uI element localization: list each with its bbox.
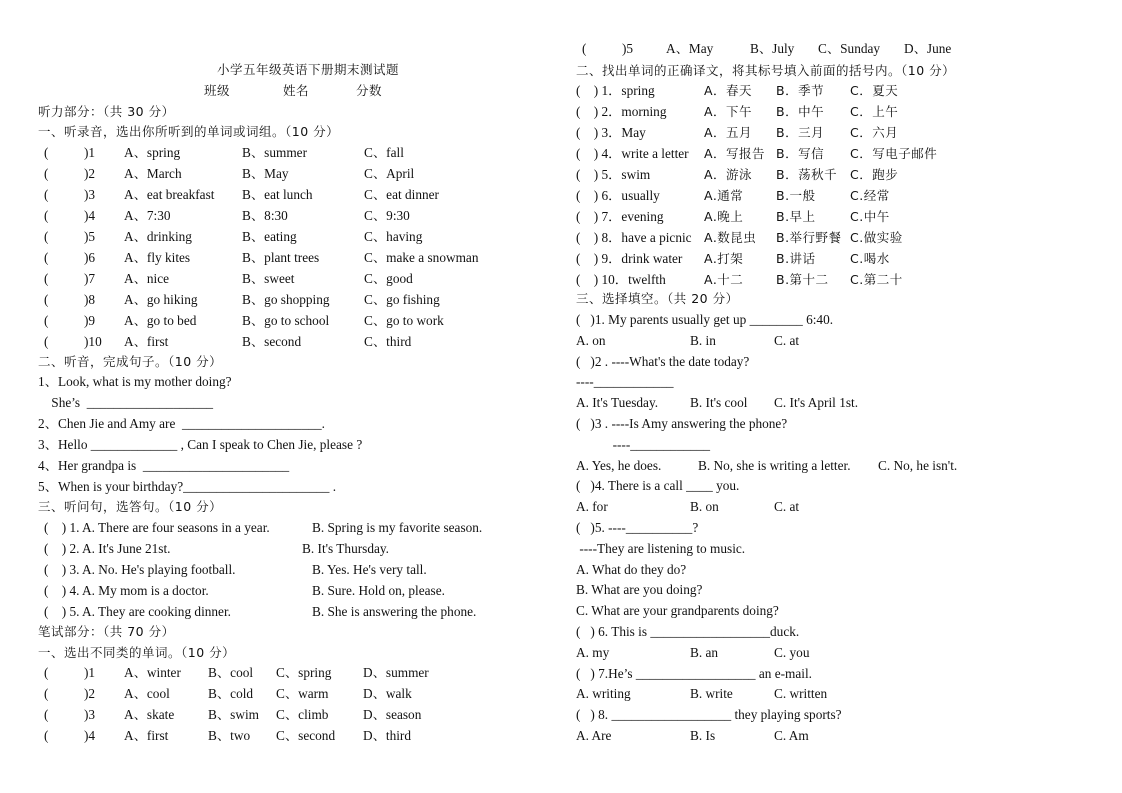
option-c: C、Sunday (818, 41, 881, 56)
word-item: ( ) 3．May (576, 125, 646, 140)
answer-bracket: ( (44, 707, 49, 722)
option-c: C、good (364, 271, 413, 286)
question-number: )4 (84, 208, 96, 223)
option-b: B、swim (208, 707, 259, 722)
option-b: B、summer (242, 145, 308, 160)
question-number: )5 (622, 41, 634, 56)
option-a: A、eat breakfast (124, 187, 215, 202)
answer-bracket: ( (44, 187, 49, 202)
option-a: A、first (124, 334, 169, 349)
option-b: B、8:30 (242, 208, 288, 223)
option-c: C、spring (276, 665, 332, 680)
answer-bracket: ( (44, 686, 49, 701)
option-a: A.打架 (704, 251, 744, 266)
answer-bracket: ( (44, 208, 49, 223)
option-c: C. at (774, 499, 800, 515)
option-c: C、9:30 (364, 208, 410, 223)
fill-sentence: 5、When is your birthday?______________________ . (38, 479, 337, 494)
option-b: B、July (750, 41, 795, 56)
option-b: B.举行野餐 (776, 230, 842, 245)
question-number: )3 (84, 707, 96, 722)
question-line: ( )1. My parents usually get up ________ 6:40. (576, 312, 834, 327)
answer-bracket: ( (44, 728, 49, 743)
question-number: )1 (84, 665, 96, 680)
option-b: B. It's cool (690, 395, 748, 411)
written2-title: 二、找出单词的正确译文，将其标号填入前面的括号内。（10 分） (576, 63, 956, 78)
word-item: ( ) 7．evening (576, 209, 664, 224)
answer-bracket: ( (44, 665, 49, 680)
option-a: A.数昆虫 (704, 230, 757, 245)
option-b: B．三月 (776, 125, 825, 140)
option-a: A. for (576, 499, 608, 515)
option-b: B. write (690, 686, 733, 702)
option-a: A．春天 (704, 83, 753, 98)
option-a: A．写报告 (704, 146, 766, 161)
section1-title: 一、听录音，选出你所听到的单词或词组。（10 分） (38, 124, 340, 139)
option-b: B、May (242, 166, 289, 181)
option-c: C．六月 (850, 125, 899, 140)
answer-bracket: ( (44, 250, 49, 265)
answer-bracket: ( (44, 334, 49, 349)
question-number: )4 (84, 728, 96, 743)
option-b: B. in (690, 332, 716, 348)
question-with-option-a: ( ) 1. A. There are four seasons in a year. (44, 520, 270, 535)
answer-bracket: ( (44, 292, 49, 307)
option-a: A、cool (124, 686, 170, 701)
option-b: B．荡秋千 (776, 167, 838, 182)
option-a: A. It's Tuesday. (576, 395, 659, 411)
question-line: C. What are your grandparents doing? (576, 603, 779, 619)
option-c: C. you (774, 644, 810, 660)
question-line: ----____________ (576, 374, 674, 390)
option-b: B.一般 (776, 188, 816, 203)
word-item: ( ) 8．have a picnic (576, 230, 692, 245)
option-c: C、fall (364, 145, 404, 160)
question-with-option-a: ( ) 4. A. My mom is a doctor. (44, 583, 209, 598)
option-b: B．季节 (776, 83, 825, 98)
option-a: A．五月 (704, 125, 753, 140)
question-line: B. What are you doing? (576, 582, 703, 598)
option-a: A.晚上 (704, 209, 744, 224)
class-label: 班级 (204, 83, 231, 98)
option-b: B.早上 (776, 209, 816, 224)
listening-header: 听力部分：（共 30 分） (38, 104, 175, 119)
option-d: D、summer (363, 665, 429, 680)
option-b: B、plant trees (242, 250, 320, 265)
fill-sentence: She’s ___________________ (38, 395, 214, 410)
question-line: ( )2 . ----What's the date today? (576, 353, 750, 369)
question-with-option-a: ( ) 2. A. It's June 21st. (44, 541, 171, 556)
option-b: B. Is (690, 728, 716, 743)
option-a: A、spring (124, 145, 181, 160)
option-b: B. Yes. He's very tall. (312, 562, 427, 577)
question-with-option-a: ( ) 3. A. No. He's playing football. (44, 562, 236, 577)
option-d: D、June (904, 41, 952, 56)
written3-title: 三、选择填空。（共 20 分） (576, 291, 739, 306)
option-c: C. Am (774, 728, 809, 743)
option-c: C．夏天 (850, 83, 899, 98)
option-c: C.做实验 (850, 230, 903, 245)
option-a: A、go to bed (124, 313, 197, 328)
question-number: )10 (84, 334, 102, 349)
option-c: C．跑步 (850, 167, 899, 182)
option-a: A、March (124, 166, 182, 181)
option-b: B、go to school (242, 313, 330, 328)
question-line: ( ) 8. __________________ they playing sports? (576, 707, 842, 723)
question-number: )2 (84, 166, 96, 181)
option-b: B．写信 (776, 146, 825, 161)
score-label: 分数 (356, 83, 383, 98)
option-b: B、sweet (242, 271, 295, 286)
option-b: B. It's Thursday. (302, 541, 389, 556)
option-c: C. No, he isn't. (878, 457, 958, 473)
question-line: A. What do they do? (576, 561, 687, 577)
option-a: A、drinking (124, 229, 192, 244)
option-d: D、season (363, 707, 422, 722)
question-number: )7 (84, 271, 96, 286)
option-a: A、first (124, 728, 169, 743)
option-a: A、skate (124, 707, 175, 722)
question-line: ----____________ (576, 436, 711, 452)
option-c: C.中午 (850, 209, 890, 224)
fill-sentence: 2、Chen Jie and Amy are _____________________. (38, 416, 325, 431)
option-c: C、eat dinner (364, 187, 439, 202)
written1-title: 一、选出不同类的单词。（10 分） (38, 645, 236, 660)
option-c: C、second (276, 728, 336, 743)
option-b: B、second (242, 334, 302, 349)
option-c: C、make a snowman (364, 250, 479, 265)
word-item: ( ) 6．usually (576, 188, 660, 203)
option-d: D、third (363, 728, 412, 743)
option-b: B、cool (208, 665, 254, 680)
option-a: A．下午 (704, 104, 753, 119)
answer-bracket: ( (44, 271, 49, 286)
option-c: C. at (774, 332, 800, 348)
option-a: A、go hiking (124, 292, 198, 307)
word-item: ( ) 9．drink water (576, 251, 683, 266)
option-b: B.讲话 (776, 251, 816, 266)
option-a: A. Are (576, 728, 612, 743)
word-item: ( ) 10．twelfth (576, 272, 666, 287)
option-c: C、having (364, 229, 423, 244)
question-line: ( ) 6. This is __________________duck. (576, 624, 800, 639)
option-a: A. writing (576, 686, 631, 702)
question-number: )1 (84, 145, 96, 160)
option-a: A、May (666, 41, 714, 56)
option-b: B、cold (208, 686, 254, 701)
option-c: C.经常 (850, 188, 890, 203)
option-c: C.喝水 (850, 251, 890, 266)
fill-sentence: 3、Hello _____________ , Can I speak to Chen Jie, please ? (38, 437, 363, 452)
option-b: B. No, she is writing a letter. (698, 457, 851, 473)
name-label: 姓名 (283, 83, 310, 98)
option-a: A.通常 (704, 188, 744, 203)
option-c: C、warm (276, 686, 329, 701)
option-c: C.第二十 (850, 272, 903, 287)
option-c: C、go to work (364, 313, 444, 328)
option-b: B、eat lunch (242, 187, 313, 202)
option-c: C．写电子邮件 (850, 146, 938, 161)
answer-bracket: ( (44, 145, 49, 160)
option-b: B．中午 (776, 104, 825, 119)
section2-title: 二、听音，完成句子。（10 分） (38, 354, 223, 369)
option-a: A．游泳 (704, 167, 753, 182)
question-number: )6 (84, 250, 96, 265)
section3-title: 三、听问句，选答句。（10 分） (38, 499, 223, 514)
fill-sentence: 4、Her grandpa is ______________________ (38, 458, 290, 473)
option-b: B. Spring is my favorite season. (312, 520, 483, 535)
question-number: )8 (84, 292, 96, 307)
exam-title: 小学五年级英语下册期末测试题 (216, 62, 399, 77)
option-c: C、climb (276, 707, 329, 722)
option-a: A. on (576, 332, 606, 348)
option-b: B. She is answering the phone. (312, 604, 477, 619)
option-a: A、7:30 (124, 208, 171, 223)
word-item: ( ) 4．write a letter (576, 146, 689, 161)
option-b: B. an (690, 644, 719, 660)
option-b: B.第十二 (776, 272, 829, 287)
answer-bracket: ( (44, 313, 49, 328)
question-line: ( ) 7.He’s __________________ an e-mail. (576, 665, 812, 681)
option-d: D、walk (363, 686, 412, 701)
question-number: )5 (84, 229, 96, 244)
question-number: )9 (84, 313, 96, 328)
question-number: )2 (84, 686, 96, 701)
option-c: C. It's April 1st. (774, 395, 859, 411)
option-a: A、fly kites (124, 250, 191, 265)
option-c: C、go fishing (364, 292, 440, 307)
word-item: ( ) 5．swim (576, 167, 651, 182)
option-a: A、winter (124, 665, 181, 680)
answer-bracket: ( (582, 41, 587, 56)
question-with-option-a: ( ) 5. A. They are cooking dinner. (44, 604, 231, 619)
answer-bracket: ( (44, 229, 49, 244)
written-header: 笔试部分：（共 70 分） (38, 624, 175, 639)
question-line: ( )5. ----__________? (576, 520, 699, 535)
question-number: )3 (84, 187, 96, 202)
option-b: B. on (690, 499, 719, 515)
option-a: A. my (576, 644, 610, 660)
question-line: ----They are listening to music. (576, 540, 746, 556)
option-a: A.十二 (704, 272, 744, 287)
word-item: ( ) 2．morning (576, 104, 667, 119)
question-line: ( )3 . ----Is Amy answering the phone? (576, 416, 788, 431)
option-a: A、nice (124, 271, 170, 286)
option-b: B、go shopping (242, 292, 330, 307)
option-c: C、third (364, 334, 412, 349)
option-b: B、eating (242, 229, 297, 244)
option-b: B、two (208, 728, 251, 743)
option-c: C、April (364, 166, 415, 181)
option-a: A. Yes, he does. (576, 457, 662, 473)
option-b: B. Sure. Hold on, please. (312, 583, 445, 598)
answer-bracket: ( (44, 166, 49, 181)
option-c: C. written (774, 686, 828, 702)
option-c: C．上午 (850, 104, 899, 119)
word-item: ( ) 1．spring (576, 83, 655, 98)
question-line: ( )4. There is a call ____ you. (576, 478, 740, 494)
fill-sentence: 1、Look, what is my mother doing? (38, 374, 232, 389)
